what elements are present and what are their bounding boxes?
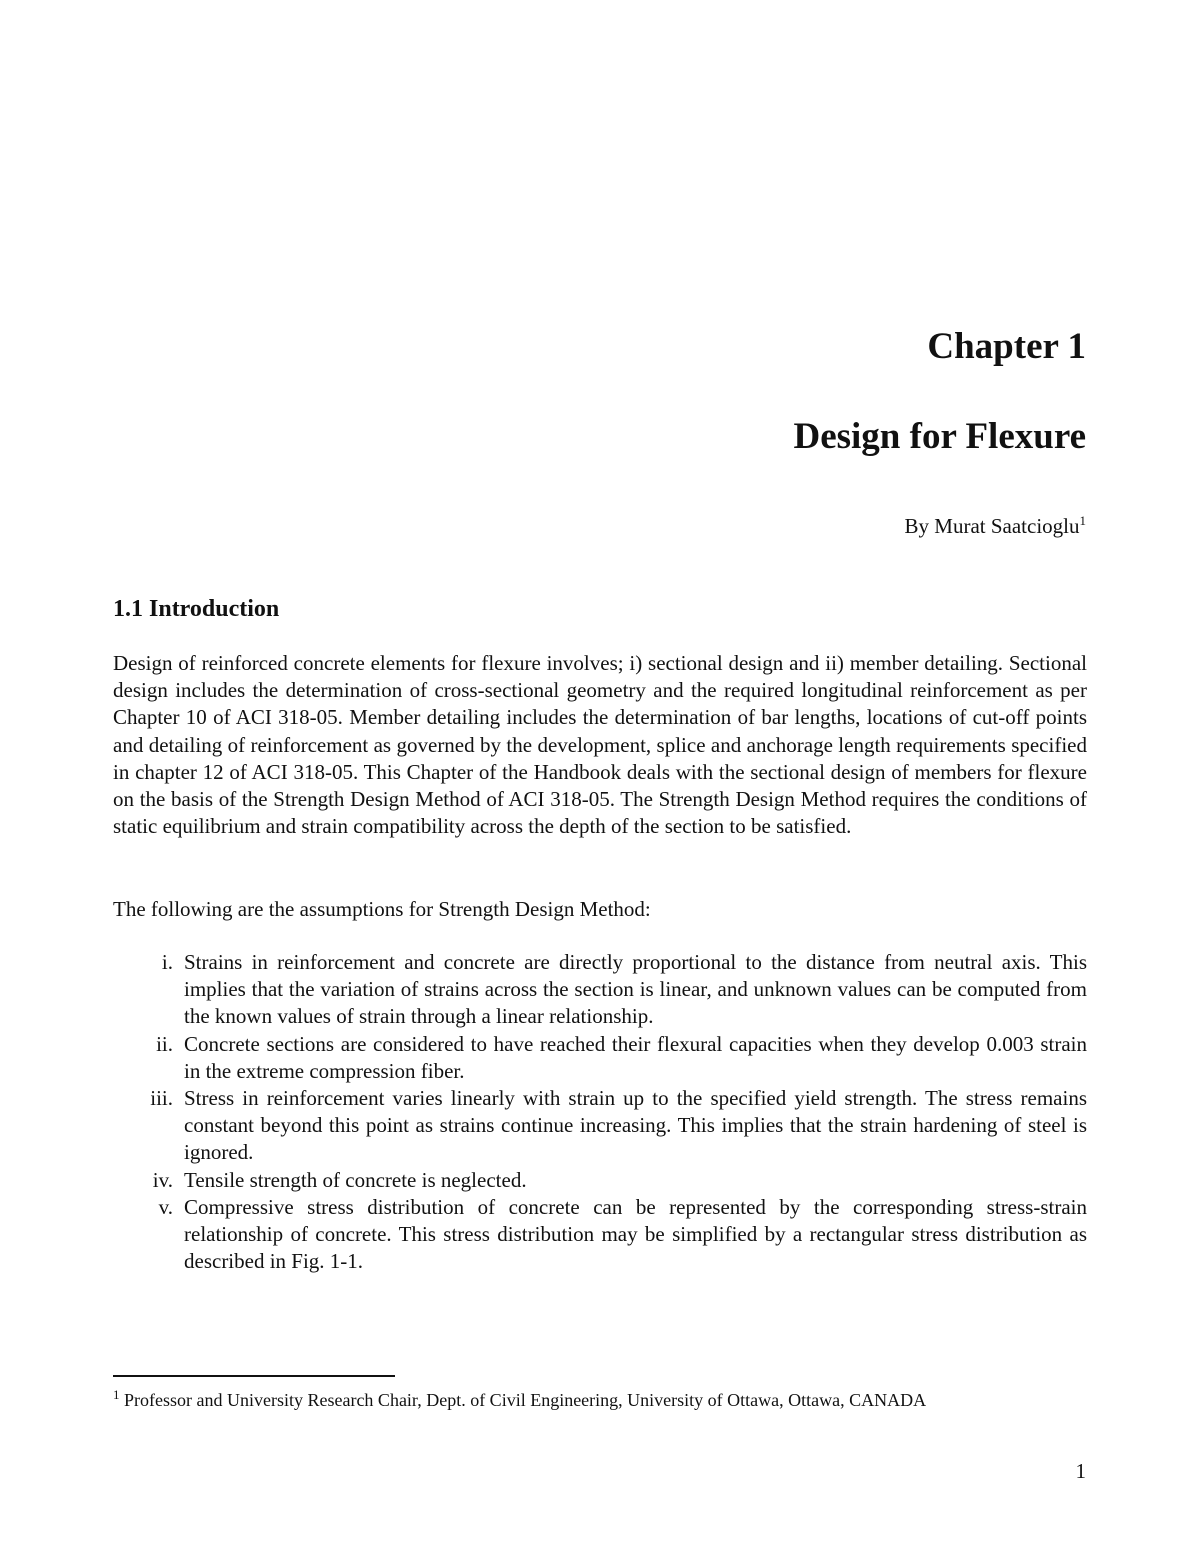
assumption-list [113,949,1087,1275]
footnote-divider [113,1375,395,1377]
author-byline [905,512,1086,540]
footnote-text: Professor and University Research Chair, Dept. of Civil Engineering, University of Ottawa, Ottawa, CANADA [124,1390,927,1410]
section-heading: 1.1 Introduction [113,596,280,622]
author-name: By Murat Saatcioglu [904,514,1080,538]
list-marker: ii. [156,1031,173,1056]
list-item [113,1167,1087,1194]
list-item [113,1031,1087,1085]
intro-paragraph: Design of reinforced concrete elements for flexure involves; i) sectional design and ii) member detailing. Sectional design includes the determination of cross-sectional geometry and the required longitudinal reinforcement as per Chapter 10 of ACI 318-05. Member detailing includes the determination of bar lengths, locations of cut-off points and detailing of reinforcement as governed by the development, splice and anchorage length requirements specified in chapter 12 of ACI 318-05. This Chapter of the Handbook deals with the sectional design of members for flexure on the basis of the Strength Design Method of ACI 318-05. The Strength Design Method requires the conditions of static equilibrium and strain compatibility across the depth of the section to be satisfied. [113,651,1087,839]
footnote-reference: 1 [1079,513,1086,528]
list-item [113,1085,1087,1167]
list-marker: iii. [150,1086,173,1111]
assumptions-lead-text: The following are the assumptions for Strength Design Method: [113,897,651,921]
list-marker: v. [158,1194,173,1219]
footnote-marker: 1 [113,1387,120,1402]
list-item-text: Concrete sections are considered to have reached their flexural capacities when they develop 0.003 strain in the extreme compression fiber. [184,1031,1087,1083]
chapter-title: Design for Flexure [793,416,1086,457]
list-item-text: Stress in reinforcement varies linearly with strain up to the specified yield strength. The stress remains constant beyond this point as strains continue increasing. This implies that the strain hardening of steel is ignored. [184,1086,1087,1165]
page-number: 1 [1075,1459,1086,1483]
list-marker: iv. [152,1167,173,1192]
list-item [113,1194,1087,1276]
list-item [113,949,1087,1031]
list-item-text: Strains in reinforcement and concrete are directly proportional to the distance from neutral axis. This implies that the variation of strains across the section is linear, and unknown values can be computed from the known values of strain through a linear relationship. [184,950,1087,1029]
list-item-text: Tensile strength of concrete is neglected. [184,1167,527,1192]
footnote [113,1388,926,1412]
list-item-text: Compressive stress distribution of concrete can be represented by the corresponding stress-strain relationship of concrete. This stress distribution may be simplified by a rectangular stress distribution as described in Fig. 1-1. [184,1194,1087,1274]
list-marker: i. [161,950,173,974]
chapter-number: Chapter 1 [927,326,1086,367]
